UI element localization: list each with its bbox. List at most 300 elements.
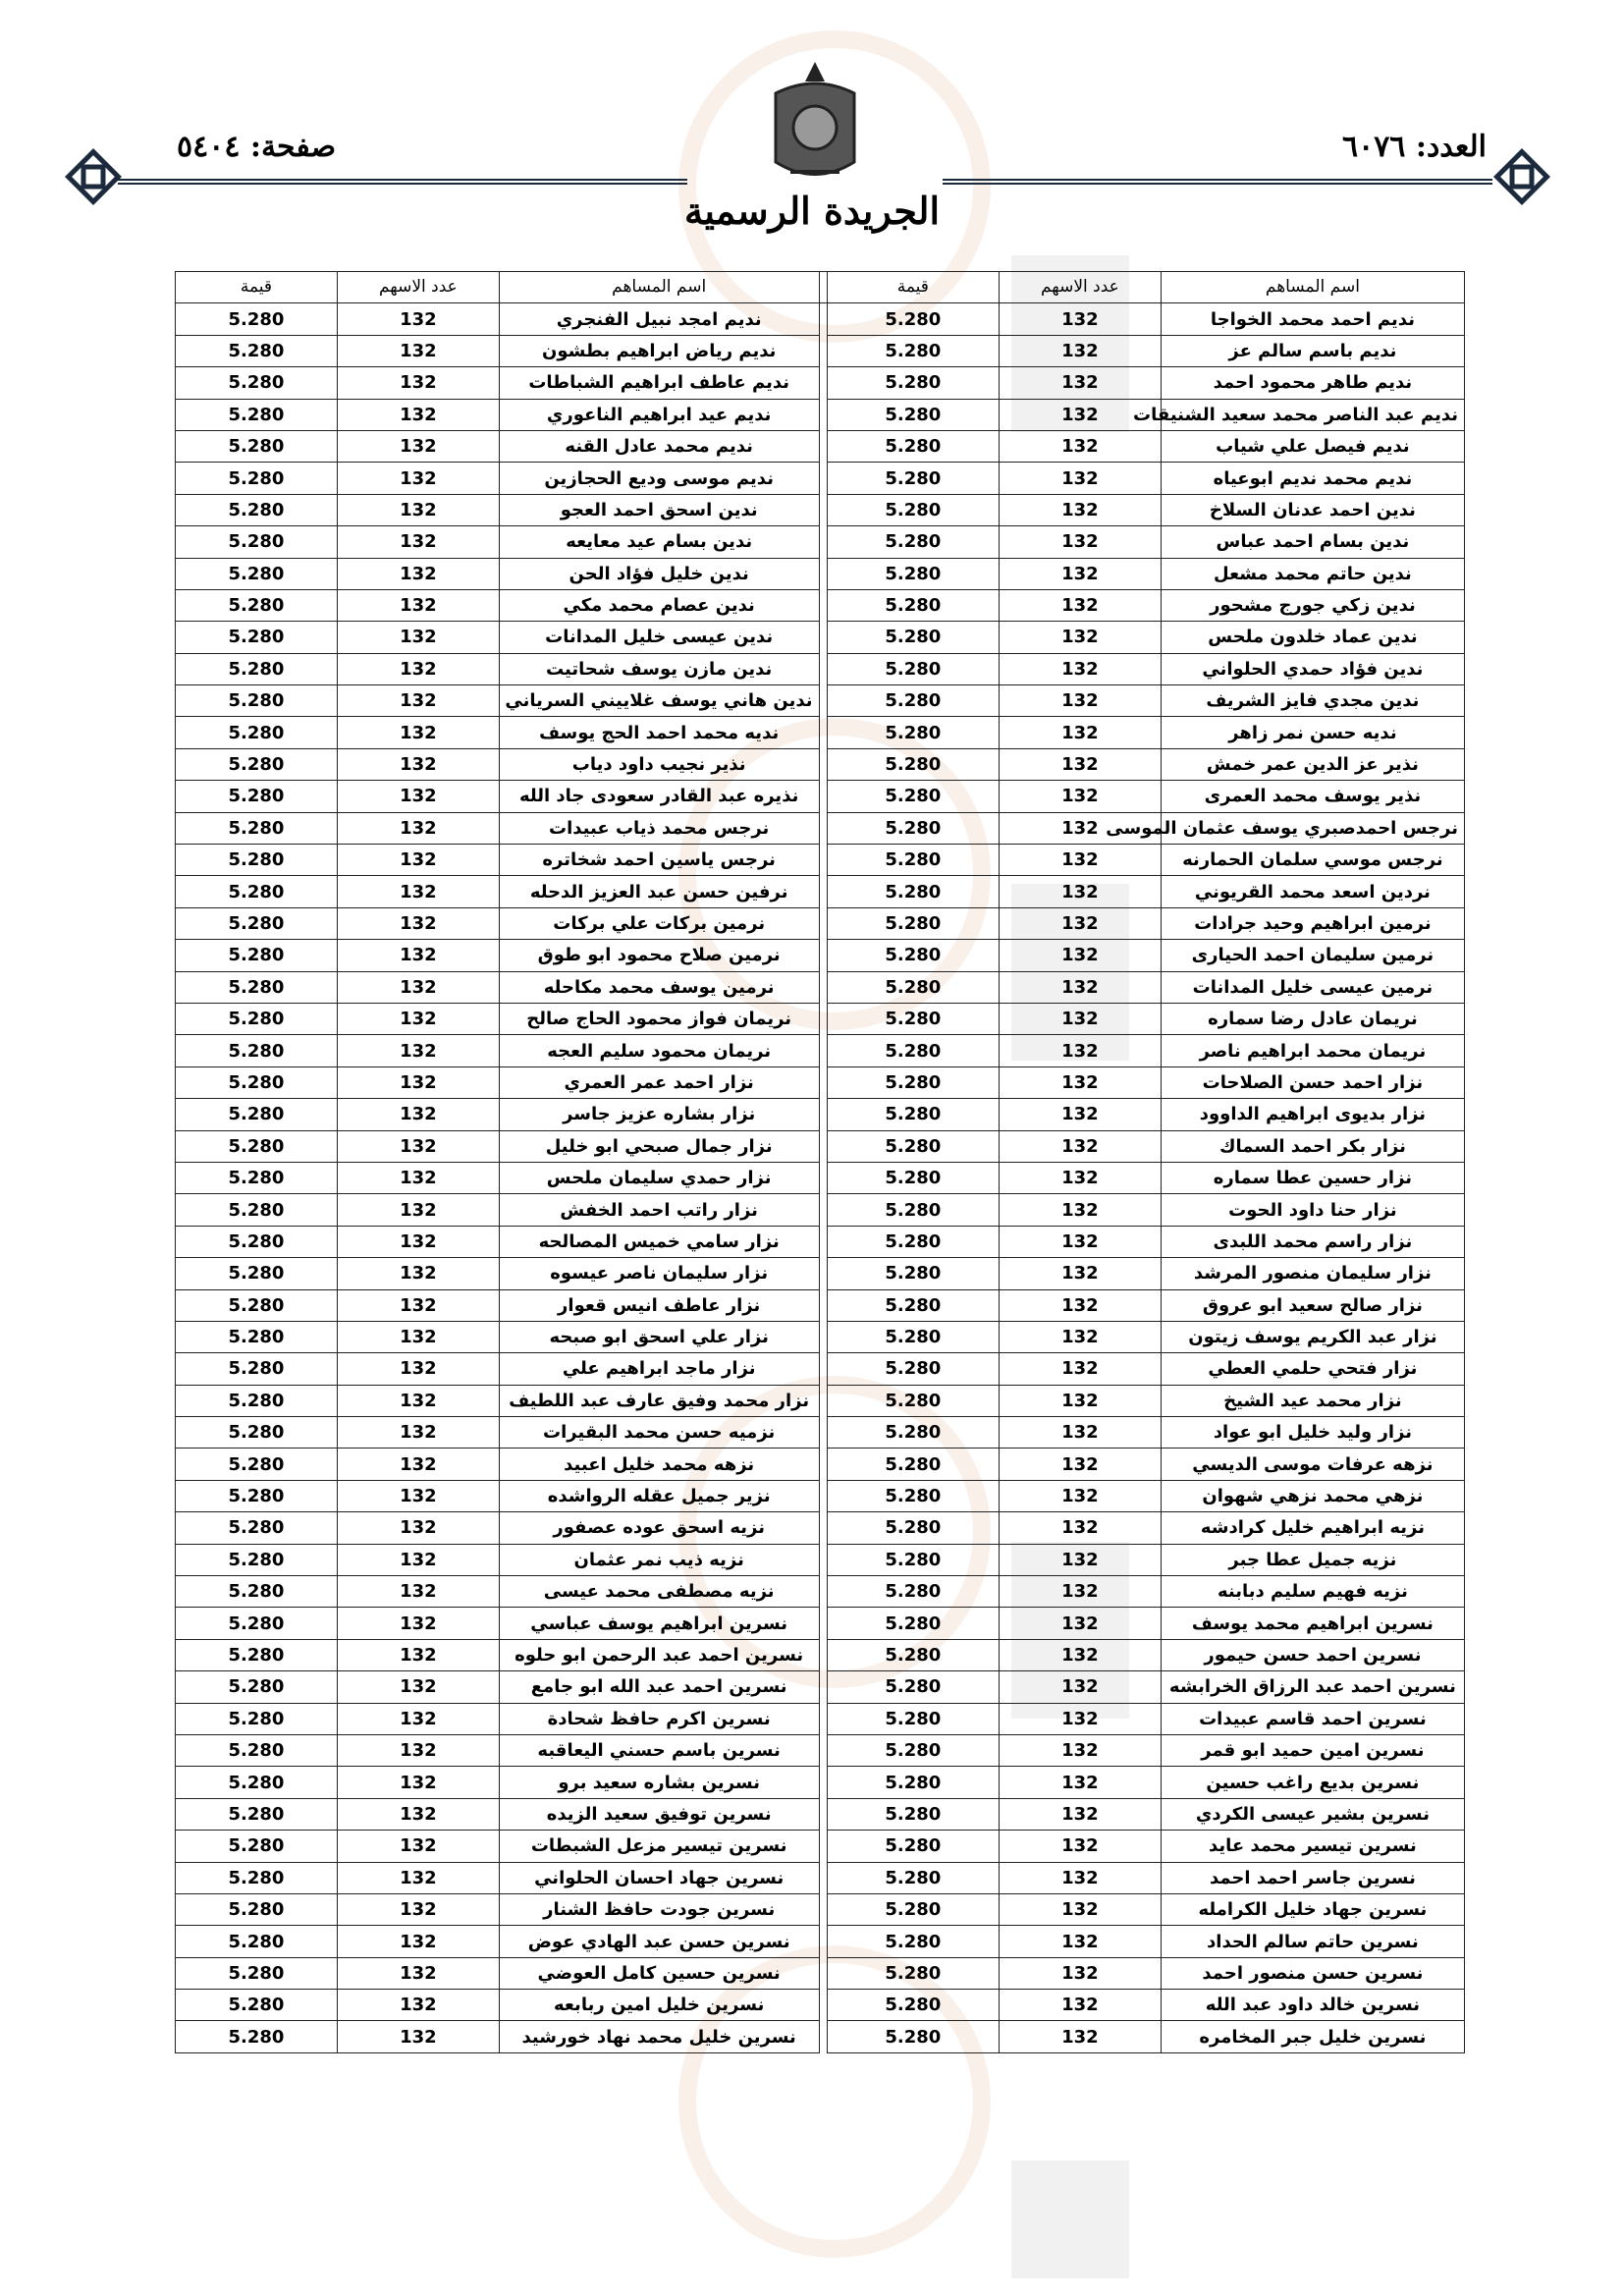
table-row	[176, 303, 1465, 335]
header-share-count: عدد الاسهم	[999, 272, 1161, 303]
share-value: 5.280	[176, 558, 338, 589]
shareholder-name: نزهه عرفات موسى الديسي	[1161, 1449, 1464, 1480]
share-count: 132	[337, 589, 499, 621]
table-row	[176, 653, 1465, 684]
table-row	[176, 2021, 1465, 2052]
share-count: 132	[999, 1449, 1161, 1480]
shareholder-name: نزار وليد خليل ابو عواد	[1161, 1417, 1464, 1449]
share-count: 132	[337, 399, 499, 430]
share-count: 132	[999, 1226, 1161, 1257]
share-value: 5.280	[176, 876, 338, 907]
column-gap	[819, 781, 827, 812]
share-value: 5.280	[827, 1893, 999, 1925]
column-gap	[819, 717, 827, 748]
share-count: 132	[999, 1734, 1161, 1766]
share-count: 132	[337, 653, 499, 684]
share-count: 132	[999, 1831, 1161, 1862]
share-count: 132	[999, 1671, 1161, 1703]
shareholder-name: نديم طاهر محمود احمد	[1161, 367, 1464, 399]
share-value: 5.280	[827, 1162, 999, 1193]
share-count: 132	[337, 1258, 499, 1289]
table-row	[176, 1862, 1465, 1893]
share-count: 132	[999, 1862, 1161, 1893]
table-row	[176, 1194, 1465, 1226]
share-value: 5.280	[827, 1544, 999, 1575]
share-count: 132	[337, 1130, 499, 1162]
column-gap	[819, 1258, 827, 1289]
share-value: 5.280	[176, 781, 338, 812]
share-value: 5.280	[827, 622, 999, 653]
table-row	[176, 1734, 1465, 1766]
shareholder-name: نزار حنا داود الحوت	[1161, 1194, 1464, 1226]
share-count: 132	[337, 1449, 499, 1480]
table-row	[176, 430, 1465, 462]
table-row	[176, 1035, 1465, 1066]
shareholder-name: نديم عبد الناصر محمد سعيد الشنيقات	[1161, 399, 1464, 430]
share-value: 5.280	[827, 1258, 999, 1289]
shareholder-name: نسرين جهاد احسان الحلواني	[499, 1862, 819, 1893]
share-count: 132	[999, 1926, 1161, 1957]
share-count: 132	[999, 622, 1161, 653]
shareholder-name: نسرين اكرم حافظ شحادة	[499, 1703, 819, 1734]
shareholder-name: نزار محمد وفيق عارف عبد اللطيف	[499, 1385, 819, 1416]
share-count: 132	[337, 1831, 499, 1862]
share-count: 132	[999, 1385, 1161, 1416]
share-count: 132	[999, 1099, 1161, 1130]
table-row	[176, 1798, 1465, 1830]
share-count: 132	[999, 1512, 1161, 1544]
share-value: 5.280	[176, 1512, 338, 1544]
shareholder-name: نزار علي اسحق ابو صبحه	[499, 1321, 819, 1352]
shareholder-name: نديم عيد ابراهيم الناعوري	[499, 399, 819, 430]
shareholder-name: نزار بكر احمد السماك	[1161, 1130, 1464, 1162]
share-count: 132	[337, 1703, 499, 1734]
share-value: 5.280	[176, 1862, 338, 1893]
column-gap	[819, 430, 827, 462]
table-row	[176, 1289, 1465, 1321]
share-value: 5.280	[827, 589, 999, 621]
share-count: 132	[337, 494, 499, 525]
share-value: 5.280	[176, 1385, 338, 1416]
share-value: 5.280	[827, 1798, 999, 1830]
share-count: 132	[337, 1162, 499, 1193]
table-row	[176, 1544, 1465, 1575]
share-value: 5.280	[176, 971, 338, 1003]
shareholder-name: نسرين توفيق سعيد الزيده	[499, 1798, 819, 1830]
shareholder-name: نزميه حسن محمد البقيرات	[499, 1417, 819, 1449]
share-value: 5.280	[176, 1671, 338, 1703]
share-count: 132	[999, 748, 1161, 780]
share-count: 132	[999, 940, 1161, 971]
share-count: 132	[337, 1512, 499, 1544]
share-value: 5.280	[827, 1639, 999, 1670]
share-value: 5.280	[176, 1926, 338, 1957]
share-count: 132	[337, 367, 499, 399]
share-count: 132	[337, 1003, 499, 1034]
share-count: 132	[337, 430, 499, 462]
share-count: 132	[999, 1194, 1161, 1226]
share-value: 5.280	[827, 781, 999, 812]
shareholder-name: نذيره عبد القادر سعودى جاد الله	[499, 781, 819, 812]
share-value: 5.280	[827, 1671, 999, 1703]
share-value: 5.280	[827, 1703, 999, 1734]
column-gap	[819, 399, 827, 430]
share-count: 132	[999, 1703, 1161, 1734]
shareholder-name: نديه حسن نمر زاهر	[1161, 717, 1464, 748]
shareholder-name: نزار احمد حسن الصلاحات	[1161, 1066, 1464, 1098]
share-count: 132	[337, 1862, 499, 1893]
share-count: 132	[337, 845, 499, 876]
share-count: 132	[999, 1798, 1161, 1830]
shareholder-name: نزهه محمد خليل اعبيد	[499, 1449, 819, 1480]
table-row	[176, 685, 1465, 717]
column-gap	[819, 463, 827, 494]
table-row	[176, 781, 1465, 812]
shareholder-name: ندين فؤاد حمدي الحلواني	[1161, 653, 1464, 684]
shareholder-name: نرجس احمدصبري يوسف عثمان الموسى	[1161, 812, 1464, 844]
table-row	[176, 1512, 1465, 1544]
shareholder-name: نزيه ابراهيم خليل كرادشه	[1161, 1512, 1464, 1544]
shareholder-name: ندين حاتم محمد مشعل	[1161, 558, 1464, 589]
share-value: 5.280	[827, 1608, 999, 1639]
shareholder-name: نديم امجد نبيل الفنجري	[499, 303, 819, 335]
share-value: 5.280	[176, 653, 338, 684]
share-count: 132	[337, 622, 499, 653]
share-value: 5.280	[827, 526, 999, 558]
header-rule-left	[118, 177, 687, 187]
shareholder-name: ندين بسام عيد معايعه	[499, 526, 819, 558]
share-value: 5.280	[827, 1957, 999, 1989]
share-value: 5.280	[827, 1321, 999, 1352]
share-value: 5.280	[827, 1099, 999, 1130]
shareholder-name: نردين اسعد محمد القريوني	[1161, 876, 1464, 907]
column-gap	[819, 845, 827, 876]
table-row	[176, 1226, 1465, 1257]
table-row	[176, 1671, 1465, 1703]
share-count: 132	[337, 1226, 499, 1257]
share-value: 5.280	[176, 399, 338, 430]
column-gap	[819, 1639, 827, 1670]
column-gap	[819, 1831, 827, 1862]
shareholder-name: نسرين جودت حافظ الشنار	[499, 1893, 819, 1925]
share-value: 5.280	[827, 653, 999, 684]
shareholder-name: نزيه جميل عطا جبر	[1161, 1544, 1464, 1575]
column-gap	[819, 1671, 827, 1703]
shareholder-name: نسرين حسين كامل العوضي	[499, 1957, 819, 1989]
column-gap	[819, 1734, 827, 1766]
share-count: 132	[337, 748, 499, 780]
shareholder-name: نديم محمد عادل القنه	[499, 430, 819, 462]
column-gap	[819, 1385, 827, 1416]
shareholder-name: نزيه اسحق عوده عصفور	[499, 1512, 819, 1544]
shareholder-name: نسرين حسن منصور احمد	[1161, 1957, 1464, 1989]
share-count: 132	[337, 1734, 499, 1766]
share-count: 132	[999, 1258, 1161, 1289]
share-value: 5.280	[827, 1003, 999, 1034]
shareholder-name: نسرين بشاره سعيد برو	[499, 1767, 819, 1798]
shareholder-name: نسرين جاسر احمد احمد	[1161, 1862, 1464, 1893]
share-count: 132	[337, 907, 499, 939]
share-value: 5.280	[176, 1417, 338, 1449]
shareholder-name: نزار سليمان ناصر عيسوه	[499, 1258, 819, 1289]
table-row	[176, 1893, 1465, 1925]
share-count: 132	[999, 1957, 1161, 1989]
share-count: 132	[337, 1926, 499, 1957]
shareholder-name: نزار محمد عيد الشيخ	[1161, 1385, 1464, 1416]
share-count: 132	[999, 303, 1161, 335]
shareholder-name: ندين عصام محمد مكي	[499, 589, 819, 621]
shareholder-name: نسرين جهاد خليل الكرامله	[1161, 1893, 1464, 1925]
shareholder-name: ندين هاني يوسف غلاييني السرياني	[499, 685, 819, 717]
share-count: 132	[337, 1608, 499, 1639]
share-value: 5.280	[176, 1957, 338, 1989]
shareholder-name: نزار بشاره عزيز جاسر	[499, 1099, 819, 1130]
share-value: 5.280	[176, 1480, 338, 1511]
shareholder-name: نزار حسين عطا سماره	[1161, 1162, 1464, 1193]
shareholder-name: نسرين احمد عبد الرحمن ابو حلوه	[499, 1639, 819, 1670]
shareholder-name: نزار ماجد ابراهيم علي	[499, 1353, 819, 1385]
share-value: 5.280	[176, 1449, 338, 1480]
gazette-title: الجريدة الرسمية	[683, 189, 941, 233]
share-count: 132	[337, 1957, 499, 1989]
column-gap	[819, 1544, 827, 1575]
share-value: 5.280	[827, 558, 999, 589]
share-value: 5.280	[827, 1926, 999, 1957]
table-row	[176, 622, 1465, 653]
column-gap	[819, 1289, 827, 1321]
table-row	[176, 845, 1465, 876]
share-value: 5.280	[827, 1066, 999, 1098]
share-value: 5.280	[827, 1449, 999, 1480]
share-value: 5.280	[176, 845, 338, 876]
share-count: 132	[999, 494, 1161, 525]
shareholder-name: نسرين ابراهيم محمد يوسف	[1161, 1608, 1464, 1639]
column-gap	[819, 494, 827, 525]
shareholder-name: نسرين بديع راغب حسين	[1161, 1767, 1464, 1798]
column-gap	[819, 748, 827, 780]
column-gap	[819, 653, 827, 684]
shareholder-name: نديم باسم سالم عز	[1161, 335, 1464, 366]
shareholder-name: نذير نجيب داود دياب	[499, 748, 819, 780]
column-gap	[819, 1990, 827, 2021]
table-row	[176, 717, 1465, 748]
column-gap	[819, 1608, 827, 1639]
share-count: 132	[337, 2021, 499, 2052]
share-count: 132	[337, 1990, 499, 2021]
shareholder-name: نزار راتب احمد الخفش	[499, 1194, 819, 1226]
share-value: 5.280	[827, 1130, 999, 1162]
shareholder-name: نسرين خالد داود عبد الله	[1161, 1990, 1464, 2021]
share-count: 132	[337, 1798, 499, 1830]
share-value: 5.280	[827, 367, 999, 399]
shareholder-name: ندين خليل فؤاد الحن	[499, 558, 819, 589]
shareholder-name: نريمان عادل رضا سماره	[1161, 1003, 1464, 1034]
column-gap	[819, 1926, 827, 1957]
column-gap	[819, 2021, 827, 2052]
share-count: 132	[999, 1767, 1161, 1798]
table-row	[176, 1162, 1465, 1193]
shareholder-name: نسرين ابراهيم يوسف عباسي	[499, 1608, 819, 1639]
share-count: 132	[337, 1321, 499, 1352]
shareholder-name: نسرين احمد حسن حيمور	[1161, 1639, 1464, 1670]
table-row	[176, 1003, 1465, 1034]
share-value: 5.280	[827, 1194, 999, 1226]
share-count: 132	[337, 1767, 499, 1798]
share-value: 5.280	[176, 335, 338, 366]
table-row	[176, 463, 1465, 494]
share-count: 132	[337, 463, 499, 494]
share-count: 132	[999, 812, 1161, 844]
column-gap	[819, 272, 827, 303]
share-count: 132	[999, 781, 1161, 812]
share-count: 132	[999, 1321, 1161, 1352]
share-value: 5.280	[176, 494, 338, 525]
table-row	[176, 1417, 1465, 1449]
header-shareholder-name: اسم المساهم	[1161, 272, 1464, 303]
shareholder-name: نسرين حاتم سالم الحداد	[1161, 1926, 1464, 1957]
share-count: 132	[337, 1385, 499, 1416]
shareholder-name: نسرين حسن عبد الهادي عوض	[499, 1926, 819, 1957]
share-value: 5.280	[827, 1512, 999, 1544]
column-gap	[819, 1893, 827, 1925]
share-count: 132	[999, 1990, 1161, 2021]
share-count: 132	[999, 971, 1161, 1003]
share-value: 5.280	[176, 685, 338, 717]
share-value: 5.280	[827, 1480, 999, 1511]
share-count: 132	[337, 1066, 499, 1098]
table-row	[176, 1576, 1465, 1608]
table-row	[176, 1480, 1465, 1511]
share-value: 5.280	[827, 1831, 999, 1862]
share-count: 132	[999, 1066, 1161, 1098]
shareholder-name: نرجس موسي سلمان الحمارنه	[1161, 845, 1464, 876]
share-count: 132	[999, 1417, 1161, 1449]
shareholder-name: ندين مجدي فايز الشريف	[1161, 685, 1464, 717]
shareholder-name: نزار حمدي سليمان ملحس	[499, 1162, 819, 1193]
share-count: 132	[999, 907, 1161, 939]
share-value: 5.280	[827, 907, 999, 939]
shareholder-name: نزيه فهيم سليم دبابنه	[1161, 1576, 1464, 1608]
column-gap	[819, 1226, 827, 1257]
table-row	[176, 971, 1465, 1003]
share-value: 5.280	[176, 812, 338, 844]
share-count: 132	[337, 971, 499, 1003]
share-count: 132	[999, 335, 1161, 366]
header-value: قيمة	[827, 272, 999, 303]
column-gap	[819, 1321, 827, 1352]
share-value: 5.280	[827, 1035, 999, 1066]
share-count: 132	[999, 399, 1161, 430]
share-count: 132	[999, 653, 1161, 684]
column-gap	[819, 1576, 827, 1608]
shareholder-name: نسرين احمد قاسم عبيدات	[1161, 1703, 1464, 1734]
share-count: 132	[337, 303, 499, 335]
share-value: 5.280	[176, 1576, 338, 1608]
shareholder-name: نرمين عيسى خليل المدانات	[1161, 971, 1464, 1003]
shareholder-name: نريمان فواز محمود الحاج صالح	[499, 1003, 819, 1034]
table-row	[176, 940, 1465, 971]
share-count: 132	[337, 1544, 499, 1575]
column-gap	[819, 589, 827, 621]
shareholder-name: ندين احمد عدنان السلاخ	[1161, 494, 1464, 525]
share-value: 5.280	[176, 1990, 338, 2021]
share-value: 5.280	[827, 845, 999, 876]
share-count: 132	[999, 367, 1161, 399]
share-value: 5.280	[827, 2021, 999, 2052]
shareholder-name: ندين زكي جورج مشحور	[1161, 589, 1464, 621]
shareholder-name: نزير جميل عقله الرواشده	[499, 1480, 819, 1511]
shareholder-name: نزهي محمد نزهي شهوان	[1161, 1480, 1464, 1511]
shareholder-name: نريمان محمود سليم العجه	[499, 1035, 819, 1066]
shareholder-name: نزار بديوى ابراهيم الداوود	[1161, 1099, 1464, 1130]
shareholder-name: ندين عماد خلدون ملحس	[1161, 622, 1464, 653]
share-value: 5.280	[176, 463, 338, 494]
share-count: 132	[337, 1893, 499, 1925]
shareholder-name: نرمين صلاح محمود ابو طوق	[499, 940, 819, 971]
shareholder-name: نسرين خليل امين ربابعه	[499, 1990, 819, 2021]
shareholder-name: نديم رياض ابراهيم بطشون	[499, 335, 819, 366]
share-value: 5.280	[176, 526, 338, 558]
shareholder-name: نزيه مصطفى محمد عيسى	[499, 1576, 819, 1608]
table-row	[176, 812, 1465, 844]
shareholder-name: نسرين احمد عبد الرزاق الخرابشه	[1161, 1671, 1464, 1703]
column-gap	[819, 1035, 827, 1066]
share-value: 5.280	[827, 1862, 999, 1893]
share-count: 132	[999, 1289, 1161, 1321]
share-value: 5.280	[827, 430, 999, 462]
share-value: 5.280	[176, 1162, 338, 1193]
share-value: 5.280	[827, 399, 999, 430]
share-count: 132	[999, 1893, 1161, 1925]
column-gap	[819, 367, 827, 399]
table-row	[176, 1990, 1465, 2021]
shareholder-name: نديم عاطف ابراهيم الشباطات	[499, 367, 819, 399]
share-count: 132	[999, 845, 1161, 876]
share-value: 5.280	[827, 685, 999, 717]
table-row	[176, 876, 1465, 907]
header-rule-right	[943, 177, 1492, 187]
royal-emblem-icon	[756, 54, 874, 191]
share-value: 5.280	[176, 1194, 338, 1226]
share-value: 5.280	[176, 1608, 338, 1639]
share-value: 5.280	[176, 1798, 338, 1830]
shareholder-name: نديم احمد محمد الخواجا	[1161, 303, 1464, 335]
column-gap	[819, 1162, 827, 1193]
share-value: 5.280	[176, 1767, 338, 1798]
shareholder-name: نسرين خليل محمد نهاد خورشيد	[499, 2021, 819, 2052]
column-gap	[819, 558, 827, 589]
share-count: 132	[999, 589, 1161, 621]
share-count: 132	[999, 526, 1161, 558]
share-count: 132	[999, 1480, 1161, 1511]
share-value: 5.280	[827, 303, 999, 335]
table-row	[176, 1639, 1465, 1670]
share-count: 132	[337, 1480, 499, 1511]
shareholder-name: نزيه ذيب نمر عثمان	[499, 1544, 819, 1575]
share-value: 5.280	[827, 1767, 999, 1798]
share-count: 132	[999, 1003, 1161, 1034]
share-value: 5.280	[176, 589, 338, 621]
share-count: 132	[999, 1608, 1161, 1639]
table-row	[176, 526, 1465, 558]
share-value: 5.280	[176, 303, 338, 335]
table-row	[176, 1957, 1465, 1989]
shareholder-name: نرجس محمد ذياب عبيدات	[499, 812, 819, 844]
shareholder-name: نريمان محمد ابراهيم ناصر	[1161, 1035, 1464, 1066]
share-count: 132	[337, 1099, 499, 1130]
share-count: 132	[999, 1576, 1161, 1608]
table-row	[176, 1353, 1465, 1385]
